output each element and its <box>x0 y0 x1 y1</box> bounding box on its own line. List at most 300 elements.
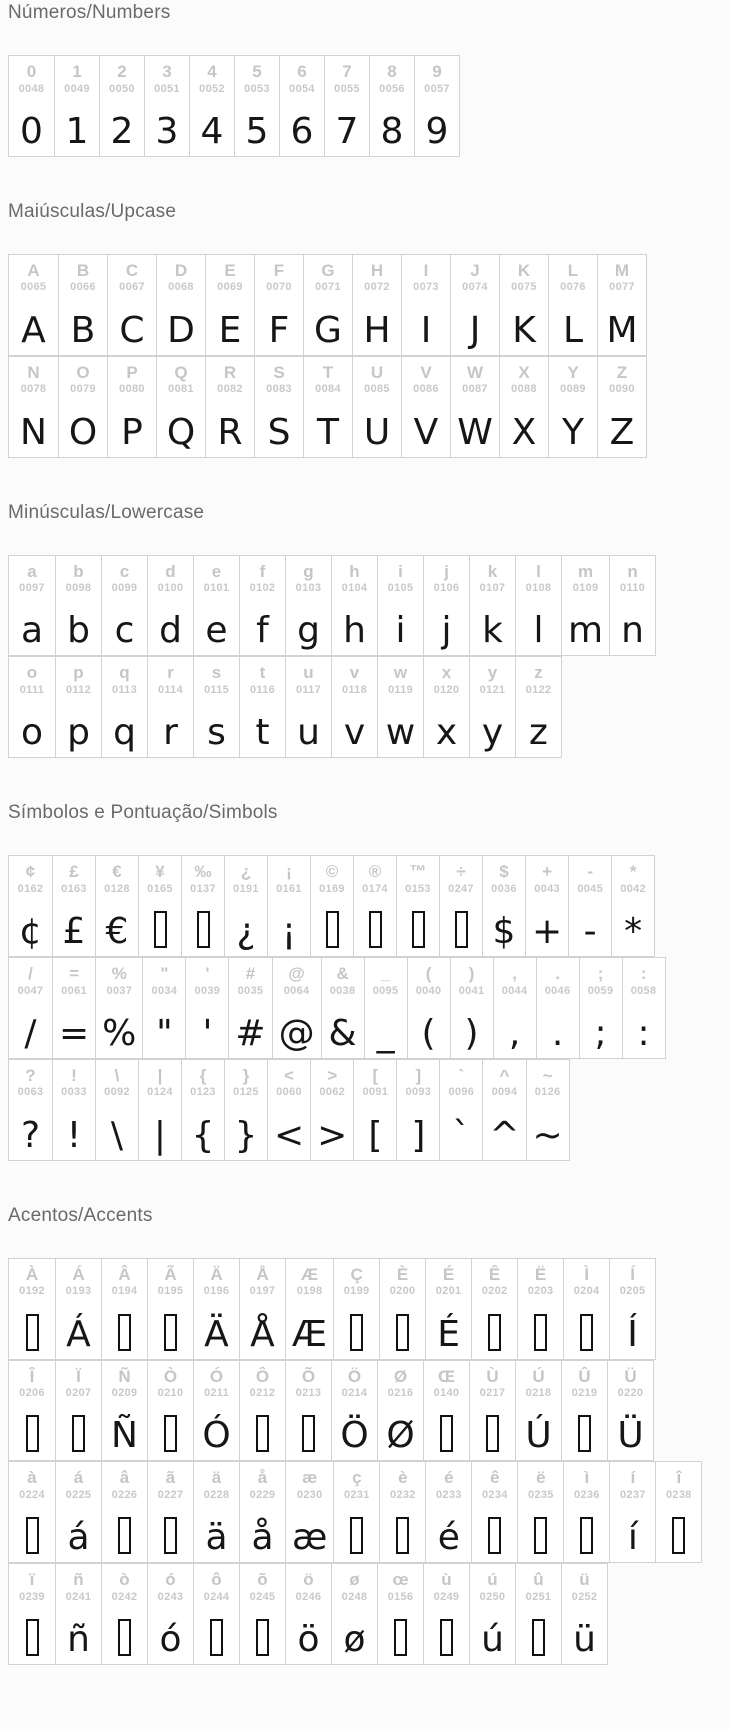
char-code-label: 0206 <box>19 1387 45 1400</box>
char-code-label: 0044 <box>501 984 528 997</box>
char-code-label: 0092 <box>104 1086 130 1099</box>
char-cell <box>9 1462 55 1562</box>
missing-glyph-box <box>26 1314 39 1351</box>
char-code-label: 0041 <box>458 984 485 997</box>
char-code-label: 0062 <box>319 1086 346 1099</box>
char-glyph: p <box>67 712 90 754</box>
char-code-label: 0216 <box>387 1387 414 1400</box>
char-label: ó <box>165 1570 176 1590</box>
char-cell <box>414 56 459 156</box>
char-label: o <box>26 663 38 683</box>
char-label: ù <box>441 1570 452 1590</box>
char-label: E <box>224 260 236 280</box>
char-cell <box>401 255 450 355</box>
char-glyph: + <box>532 911 563 953</box>
char-cell <box>239 657 285 757</box>
char-label: 1 <box>72 62 82 81</box>
char-row <box>8 1461 702 1563</box>
char-code-label: 0122 <box>525 683 552 696</box>
char-glyph: { <box>191 1114 215 1156</box>
missing-glyph-box <box>154 911 167 948</box>
char-cell <box>423 1361 469 1461</box>
char-code-label: 0204 <box>573 1285 600 1298</box>
char-glyph: D <box>167 309 195 351</box>
char-label: C <box>125 260 139 280</box>
char-glyph-missing <box>350 1299 363 1355</box>
char-cell <box>55 1259 101 1359</box>
char-glyph: E <box>218 309 242 351</box>
char-cell <box>55 556 101 656</box>
char-cell <box>107 357 156 457</box>
char-cell <box>407 958 450 1058</box>
char-cell <box>425 1462 471 1562</box>
char-label: ì <box>584 1468 590 1488</box>
char-label: Ñ <box>118 1366 131 1386</box>
char-code-label: 0209 <box>111 1387 138 1400</box>
char-glyph: v <box>343 712 366 754</box>
char-label: Ë <box>534 1264 547 1284</box>
char-glyph: ( <box>421 1012 436 1054</box>
missing-glyph-box <box>580 1517 593 1554</box>
char-label: h <box>349 561 360 581</box>
char-glyph: * <box>624 911 643 953</box>
char-code-label: 0034 <box>151 984 178 997</box>
char-row <box>8 957 666 1059</box>
missing-glyph-box <box>412 911 425 948</box>
char-cell <box>515 657 561 757</box>
missing-glyph-box <box>256 1619 269 1656</box>
char-code-label: 0246 <box>295 1590 322 1603</box>
char-cell <box>101 556 147 656</box>
char-cell <box>101 1564 147 1664</box>
char-label: R <box>223 362 237 382</box>
char-glyph: w <box>385 712 416 754</box>
char-code-label: 0207 <box>65 1387 92 1400</box>
char-label: r <box>167 663 174 683</box>
char-glyph-missing <box>118 1604 131 1660</box>
char-code-label: 0128 <box>104 882 130 895</box>
char-label: V <box>420 362 432 382</box>
char-label: j <box>444 561 449 581</box>
char-code-label: 0082 <box>217 383 243 396</box>
char-code-label: 0046 <box>544 984 571 997</box>
char-code-label: 0106 <box>433 582 460 595</box>
char-glyph: £ <box>62 911 86 953</box>
char-label: * <box>629 862 637 882</box>
char-cell <box>58 255 107 355</box>
char-cell <box>55 657 101 757</box>
char-code-label: 0233 <box>436 1488 462 1501</box>
char-cell <box>423 657 469 757</box>
char-label: ü <box>579 1570 590 1590</box>
char-code-label: 0244 <box>203 1590 230 1603</box>
char-label: T <box>322 362 334 382</box>
char-code-label: 0156 <box>387 1590 414 1603</box>
char-label: æ <box>302 1468 318 1488</box>
char-cell <box>482 856 525 956</box>
char-cell <box>561 556 609 656</box>
char-glyph: / <box>24 1012 37 1054</box>
char-code-label: 0083 <box>266 383 292 396</box>
char-glyph-missing <box>164 1299 177 1355</box>
char-cell <box>439 1060 482 1160</box>
char-label: a <box>27 561 37 581</box>
char-cell <box>321 958 364 1058</box>
char-cell <box>147 1462 193 1562</box>
char-label: \ <box>114 1065 120 1085</box>
char-code-label: 0099 <box>111 582 138 595</box>
char-label: w <box>393 663 408 683</box>
char-label: [ <box>372 1065 379 1085</box>
char-glyph: å <box>251 1517 274 1559</box>
missing-glyph-box <box>580 1314 593 1351</box>
char-glyph: H <box>363 309 391 351</box>
char-cell <box>9 856 52 956</box>
char-code-label: 0198 <box>296 1285 323 1298</box>
char-glyph: G <box>314 309 342 351</box>
char-glyph: d <box>159 610 182 652</box>
char-label: Æ <box>301 1264 319 1284</box>
char-label: H <box>370 260 384 280</box>
char-cell <box>239 1259 285 1359</box>
missing-glyph-box <box>164 1517 177 1554</box>
missing-glyph-box <box>26 1415 39 1452</box>
char-glyph: a <box>20 610 44 652</box>
char-glyph: J <box>469 309 481 351</box>
char-glyph: N <box>20 411 47 453</box>
missing-glyph-box <box>197 911 210 948</box>
char-label: ø <box>349 1570 360 1590</box>
char-label: Ù <box>486 1366 499 1386</box>
char-code-label: 0230 <box>296 1488 323 1501</box>
char-glyph: Y <box>562 411 584 453</box>
char-glyph: ' <box>202 1012 213 1054</box>
char-code-label: 0238 <box>666 1488 692 1501</box>
char-label: £ <box>69 862 79 882</box>
char-label: s <box>211 663 222 683</box>
char-glyph: $ <box>492 911 516 953</box>
char-label: ï <box>29 1570 35 1590</box>
char-cell <box>193 1564 239 1664</box>
char-code-label: 0077 <box>609 281 635 294</box>
char-code-label: 0072 <box>364 281 390 294</box>
char-cell <box>9 1259 55 1359</box>
char-glyph: é <box>437 1517 460 1559</box>
char-cell <box>55 1361 101 1461</box>
char-glyph: - <box>583 911 597 953</box>
char-code-label: 0199 <box>343 1285 370 1298</box>
char-label: % <box>111 964 127 984</box>
missing-glyph-box <box>26 1517 39 1554</box>
char-cell <box>379 1462 425 1562</box>
char-label: 5 <box>252 62 262 81</box>
char-label: g <box>303 561 314 581</box>
char-label: " <box>160 964 169 984</box>
char-glyph: 2 <box>110 110 134 152</box>
char-label: ^ <box>499 1065 510 1085</box>
char-cell <box>607 1361 653 1461</box>
char-glyph: F <box>268 309 290 351</box>
char-code-label: 0108 <box>525 582 552 595</box>
char-cell <box>499 255 548 355</box>
char-code-label: 0074 <box>462 281 488 294</box>
char-cell <box>147 657 193 757</box>
char-code-label: 0231 <box>344 1488 370 1501</box>
char-label: Ü <box>624 1366 637 1386</box>
char-label: i <box>398 561 403 581</box>
char-label: Å <box>256 1264 269 1284</box>
char-label: ¿ <box>240 862 252 882</box>
char-label: ÷ <box>456 862 466 882</box>
char-code-label: 0114 <box>157 683 184 696</box>
char-code-label: 0237 <box>620 1488 646 1501</box>
char-cell <box>156 357 205 457</box>
char-glyph: Á <box>66 1313 91 1355</box>
char-code-label: 0112 <box>65 683 92 696</box>
char-glyph: S <box>267 411 291 453</box>
char-label: Z <box>616 362 628 382</box>
char-cell <box>55 1564 101 1664</box>
char-label: p <box>73 663 84 683</box>
char-code-label: 0235 <box>528 1488 554 1501</box>
char-code-label: 0049 <box>64 82 90 95</box>
char-glyph: ú <box>481 1619 504 1661</box>
char-cell <box>563 1462 609 1562</box>
char-code-label: 0113 <box>111 683 138 696</box>
missing-glyph-box <box>210 1619 223 1656</box>
char-glyph: o <box>20 712 44 754</box>
char-cell <box>352 357 401 457</box>
char-cell <box>193 1462 239 1562</box>
section-title: Símbolos e Pontuação/Simbols <box>8 802 278 824</box>
char-row <box>8 1563 608 1665</box>
char-glyph: ¡ <box>281 911 297 953</box>
char-glyph-missing <box>26 1604 39 1660</box>
char-cell <box>517 1259 563 1359</box>
missing-glyph-box <box>350 1314 363 1351</box>
char-label: 2 <box>117 62 127 81</box>
char-code-label: 0051 <box>154 82 180 95</box>
char-label: å <box>257 1468 268 1488</box>
char-glyph: C <box>119 309 145 351</box>
char-glyph: " <box>156 1012 173 1054</box>
char-code-label: 0153 <box>405 882 431 895</box>
char-glyph: } <box>234 1114 258 1156</box>
missing-glyph-box <box>302 1415 315 1452</box>
char-cell <box>9 556 55 656</box>
missing-glyph-box <box>440 1415 453 1452</box>
char-cell <box>331 657 377 757</box>
char-code-label: 0162 <box>17 882 44 895</box>
char-code-label: 0035 <box>237 984 264 997</box>
char-code-label: 0200 <box>389 1285 416 1298</box>
char-label: _ <box>380 964 391 984</box>
char-glyph: 3 <box>155 110 179 152</box>
char-code-label: 0117 <box>295 683 322 696</box>
char-code-label: 0063 <box>17 1086 44 1099</box>
char-label: F <box>273 260 285 280</box>
missing-glyph-box <box>455 911 468 948</box>
char-cell <box>515 1564 561 1664</box>
char-cell <box>597 357 646 457</box>
char-label: X <box>518 362 530 382</box>
char-glyph: 9 <box>425 110 449 152</box>
char-cell <box>9 1564 55 1664</box>
char-label: 8 <box>387 62 397 81</box>
char-glyph: Ú <box>525 1415 552 1457</box>
char-label: î <box>676 1468 682 1488</box>
char-glyph: ` <box>452 1114 471 1156</box>
char-code-label: 0205 <box>619 1285 646 1298</box>
char-cell <box>52 958 95 1058</box>
char-code-label: 0224 <box>19 1488 45 1501</box>
char-code-label: 0214 <box>341 1387 368 1400</box>
char-glyph: ö <box>297 1619 320 1661</box>
char-code-label: 0047 <box>17 984 44 997</box>
char-label: 3 <box>162 62 172 81</box>
char-label: Ø <box>393 1366 408 1386</box>
char-label: Ï <box>76 1366 81 1386</box>
section-title: Acentos/Accents <box>8 1204 153 1226</box>
char-glyph: l <box>533 610 544 652</box>
missing-glyph-box <box>486 1415 499 1452</box>
char-cell <box>254 357 303 457</box>
char-glyph: í <box>627 1517 638 1559</box>
char-label: N <box>27 362 40 382</box>
char-code-label: 0201 <box>435 1285 462 1298</box>
char-cell <box>205 357 254 457</box>
char-cell <box>493 958 536 1058</box>
char-label: ~ <box>542 1065 553 1085</box>
char-code-label: 0033 <box>61 1086 87 1099</box>
char-cell <box>267 856 310 956</box>
char-code-label: 0103 <box>295 582 322 595</box>
char-label: œ <box>392 1570 409 1590</box>
char-cell <box>193 657 239 757</box>
char-code-label: 0228 <box>203 1488 230 1501</box>
char-code-label: 0241 <box>65 1590 92 1603</box>
char-cell <box>303 357 352 457</box>
char-code-label: 0073 <box>413 281 439 294</box>
section-title: Maiúsculas/Upcase <box>8 200 177 222</box>
char-code-label: 0213 <box>295 1387 322 1400</box>
char-glyph-missing <box>394 1604 407 1660</box>
char-glyph: y <box>481 712 504 754</box>
char-glyph: ? <box>20 1114 41 1156</box>
char-code-label: 0070 <box>266 281 292 294</box>
char-code-label: 0078 <box>20 383 47 396</box>
char-code-label: 0096 <box>448 1086 475 1099</box>
char-code-label: 0239 <box>19 1590 45 1603</box>
char-glyph: ü <box>573 1619 596 1661</box>
char-cell <box>224 856 267 956</box>
char-code-label: 0069 <box>217 281 243 294</box>
char-glyph: Ñ <box>111 1415 138 1457</box>
char-code-label: 0079 <box>70 383 96 396</box>
char-label: L <box>567 260 579 280</box>
char-code-label: 0067 <box>119 281 145 294</box>
char-cell <box>568 856 611 956</box>
char-code-label: 0060 <box>276 1086 302 1099</box>
missing-glyph-box <box>396 1314 409 1351</box>
char-cell <box>55 1462 101 1562</box>
char-code-label: 0059 <box>587 984 614 997</box>
char-label: õ <box>257 1570 268 1590</box>
char-code-label: 0243 <box>157 1590 184 1603</box>
char-glyph: á <box>67 1517 90 1559</box>
char-label: + <box>542 862 553 882</box>
char-label: À <box>25 1264 39 1284</box>
char-cell <box>331 1564 377 1664</box>
char-glyph: i <box>395 610 406 652</box>
char-label: / <box>28 964 33 984</box>
char-glyph: m <box>568 610 604 652</box>
char-label: Á <box>72 1264 85 1284</box>
char-cell <box>439 856 482 956</box>
char-cell <box>469 556 515 656</box>
char-cell <box>609 556 655 656</box>
char-cell <box>285 1462 333 1562</box>
char-cell <box>285 1361 331 1461</box>
section-rows <box>8 254 730 458</box>
char-glyph-missing <box>488 1502 501 1558</box>
char-label: # <box>245 964 256 984</box>
char-code-label: 0045 <box>577 882 603 895</box>
char-glyph-missing <box>412 896 425 952</box>
char-cell <box>377 1564 423 1664</box>
char-label: ¥ <box>155 862 165 882</box>
char-cell <box>396 1060 439 1160</box>
char-label: n <box>627 561 638 581</box>
char-cell <box>379 1259 425 1359</box>
char-glyph: ä <box>205 1517 228 1559</box>
char-cell <box>181 856 224 956</box>
char-glyph-missing <box>118 1299 131 1355</box>
char-code-label: 0169 <box>319 882 345 895</box>
char-glyph: > <box>317 1114 348 1156</box>
char-code-label: 0163 <box>61 882 87 895</box>
char-glyph: K <box>512 309 536 351</box>
char-cell <box>285 1564 331 1664</box>
char-code-label: 0229 <box>249 1488 276 1501</box>
char-glyph-missing <box>580 1299 593 1355</box>
section-accents <box>8 1205 730 1665</box>
char-glyph: j <box>441 610 452 652</box>
char-glyph: 1 <box>65 110 89 152</box>
missing-glyph-box <box>72 1415 85 1452</box>
section-rows <box>8 555 730 759</box>
char-cell <box>54 56 99 156</box>
char-glyph: s <box>207 712 226 754</box>
char-cell <box>285 556 331 656</box>
char-code-label: 0245 <box>249 1590 276 1603</box>
char-cell <box>548 357 597 457</box>
char-glyph: ~ <box>532 1114 563 1156</box>
char-glyph: = <box>59 1012 90 1054</box>
missing-glyph-box <box>118 1517 131 1554</box>
char-code-label: 0071 <box>315 281 341 294</box>
char-row <box>8 356 647 458</box>
char-code-label: 0210 <box>157 1387 184 1400</box>
char-cell <box>279 56 324 156</box>
char-glyph: % <box>102 1012 137 1054</box>
missing-glyph-box <box>164 1415 177 1452</box>
char-cell <box>9 255 58 355</box>
char-label: ë <box>536 1468 546 1488</box>
char-label: I <box>423 260 429 280</box>
char-code-label: 0095 <box>372 984 399 997</box>
char-glyph: [ <box>368 1114 383 1156</box>
